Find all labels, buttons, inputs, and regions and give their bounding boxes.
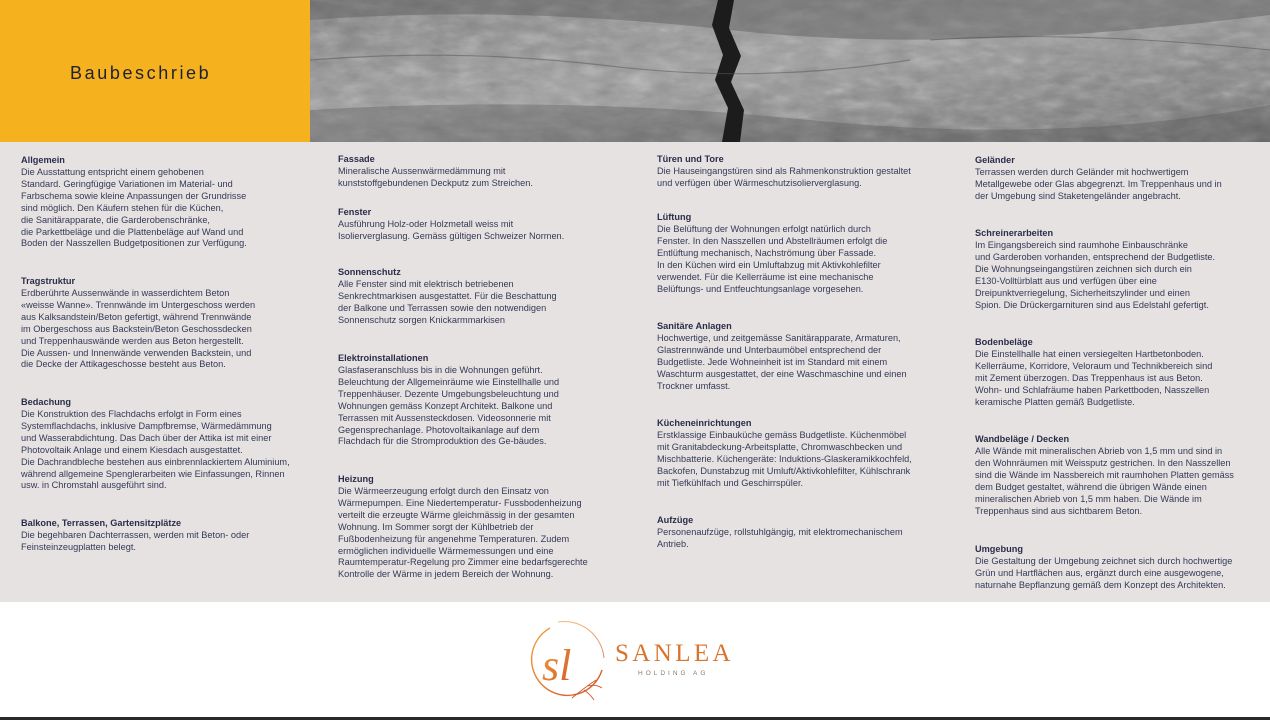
section-bedachung: [21, 396, 321, 492]
section-heading: Geländer: [975, 155, 1015, 165]
section-text: Hochwertige, und zeitgemässe Sanitärapparate, Armaturen, Glastrennwände und Unterbaumöbel entsprechend der Budgetliste. Jede Wohneinheit ist im Standard mit einem Waschturm ausgestattet, der eine Waschmaschine und einen Trockner umfasst.: [657, 333, 907, 391]
section-fassade: [338, 153, 638, 190]
section-text: Die Wärmeerzeugung erfolgt durch den Einsatz von Wärmepumpen. Eine Niedertemperatur- Fussbodenheizung verteilt die erzeugte Wärme gleichmässig in der gesamten Wohnung. Im Sommer sorgt der Kühlbetrieb der Fußbodenheizung für angenehme Temperaturen. Zudem ermöglichen individuelle Wärmemessungen und eine Raumtemperatur-Regelung pro Zimmer eine bedarfsgerechte Kontrolle der Wärme in jedem Bereich der Wohnung.: [338, 486, 588, 580]
section-lueftung: [657, 211, 957, 295]
stone-header-image: [310, 0, 1270, 142]
section-text: Erdberührte Aussenwände in wasserdichtem Beton «weisse Wanne». Trennwände im Untergeschoss werden aus Kalksandstein/Beton gefertigt, während Trennwände im Obergeschoss aus Backstein/Beton Geschossdecken und Treppenhauswände werden aus Beton hergestellt. Die Aussen- und Innenwände verwenden Backstein, und die Decke der Attikageschosse besteht aus Beton.: [21, 288, 256, 370]
section-heading: Türen und Tore: [657, 154, 724, 164]
section-aufzuege: [657, 514, 957, 551]
section-text: Alle Fenster sind mit elektrisch betriebenen Senkrechtmarkisen ausgestattet. Für die Beschattung der Balkone und Terrassen sowie den notwendigen Sonnenschutz sorgen Knickarmmarkisen: [338, 279, 557, 325]
section-text: Erstklassige Einbauküche gemäss Budgetliste. Küchenmöbel mit Granitabdeckung-Arbeitsplatte, Chromwaschbecken und Mischbatterie. Küchengeräte: Induktions-Glaskeramikkochfeld, Backofen, Dunstabzug mit Umluft/Aktivkohlefilter, Kühlschrank mit Tiefkühlfach und Geschirrspüler.: [657, 430, 912, 488]
section-text: Die Belüftung der Wohnungen erfolgt natürlich durch Fenster. In den Nasszellen und Abstellräumen erfolgt die Entlüftung mechanisch, Nachströmung über Fassade. In den Küchen wird ein Umluftabzug mit Aktivkohlefilter verwendet. Für die Kellerräume ist eine mechanische Belüftungs- und Entfeuchtungsanlage vorgesehen.: [657, 224, 888, 294]
section-heading: Fassade: [338, 154, 375, 164]
section-heading: Schreinerarbeiten: [975, 228, 1054, 238]
section-heading: Fenster: [338, 207, 372, 217]
section-text: Mineralische Aussenwärmedämmung mit kunststoffgebundenen Deckputz zum Streichen.: [338, 166, 533, 188]
section-text: Glasfaseranschluss bis in die Wohnungen geführt. Beleuchtung der Allgemeinräume wie Einstellhalle und Treppenhäuser. Dezente Umgebungsbeleuchtung und Wohnungen gemäss Konzept Architekt. Balkone und Terrassen mit Aussensteckdosen. Videosonnerie mit Gegensprechanlage. Photovoltaikanlage auf dem Flachdach für die Stromproduktion des Ge-bäudes.: [338, 365, 560, 447]
section-heading: Wandbeläge / Decken: [975, 434, 1070, 444]
section-text: Die Ausstattung entspricht einem gehobenen Standard. Geringfügige Variationen im Material- und Farbschema sowie kleine Anpassungen der Grundrisse sind möglich. Den Käufern stehen für die Küchen, die Sanitärapparate, die Garderobenschränke, die Parkettbeläge und die Plattenbeläge auf Wand und Boden der Nasszellen Budgetpositionen zur Verfügung.: [21, 167, 247, 249]
section-heading: Elektroinstallationen: [338, 353, 429, 363]
section-fenster: [338, 206, 638, 243]
logo-subtitle: HOLDING AG: [638, 670, 709, 677]
title-block: [0, 0, 310, 142]
section-balkone: [21, 517, 321, 554]
section-heading: Sonnenschutz: [338, 267, 401, 277]
section-sanitaere-anlagen: [657, 320, 957, 393]
section-heading: Bodenbeläge: [975, 337, 1033, 347]
section-text: Alle Wände mit mineralischen Abrieb von 1,5 mm und sind in den Wohnräumen mit Weissputz gestrichen. In den Nasszellen sind die Wände im Nassbereich mit raumhohen Platten gemäss dem Budget gestaltet, während die übrigen Wände einen mineralischen Abrieb von 1,5 mm haben. Die Wände im Treppenhaus sind aus sichtbarem Beton.: [975, 446, 1234, 516]
section-bodenbelaege: [975, 336, 1265, 409]
section-text: Ausführung Holz-oder Holzmetall weiss mit Isolierverglasung. Gemäss gültigen Schweizer Normen.: [338, 219, 565, 241]
section-kuecheneinrichtungen: [657, 417, 957, 490]
section-heizung: [338, 473, 638, 581]
section-heading: Balkone, Terrassen, Gartensitzplätze: [21, 518, 182, 528]
section-text: Die Einstellhalle hat einen versiegelten Hartbetonboden. Kellerräume, Korridore, Veloraum und Technikbereich sind mit Zement überzogen. Das Treppenhaus ist aus Beton. Wohn- und Schlafräume haben Parkettboden, Nasszellen keramische Platten gemäß Budgetliste.: [975, 349, 1213, 407]
section-text: Personenaufzüge, rollstuhlgängig, mit elektromechanischem Antrieb.: [657, 527, 903, 549]
stone-texture-image: [310, 0, 1270, 142]
section-heading: Sanitäre Anlagen: [657, 321, 732, 331]
section-heading: Heizung: [338, 474, 374, 484]
section-text: Die Konstruktion des Flachdachs erfolgt in Form eines Systemflachdachs, inklusive Dampfbremse, Wärmedämmung und Wasserabdichtung. Das Dach über der Attika ist mit einer Photovoltaik Anlage und einem Kiesdach ausgestattet. Die Dachrandbleche bestehen aus einbrennlackiertem Aluminium, während allgemeine Spenglerarbeiten wie Einfassungen, Rinnen usw. in Chromstahl ausgeführt sind.: [21, 409, 290, 491]
section-heading: Tragstruktur: [21, 276, 76, 286]
section-elektroinstallationen: [338, 352, 638, 448]
section-text: Terrassen werden durch Geländer mit hochwertigem Metallgewebe oder Glas abgegrenzt. Im Treppenhaus und in der Umgebung sind Staketengeländer angebracht.: [975, 167, 1222, 201]
section-heading: Allgemein: [21, 155, 65, 165]
section-schreinerarbeiten: [975, 227, 1265, 311]
section-heading: Umgebung: [975, 544, 1023, 554]
section-heading: Bedachung: [21, 397, 72, 407]
section-heading: Aufzüge: [657, 515, 694, 525]
section-heading: Lüftung: [657, 212, 692, 222]
content-panel: [0, 142, 1270, 602]
section-sonnenschutz: [338, 266, 638, 327]
section-allgemein: [21, 154, 321, 250]
page-title: Baubeschrieb: [70, 63, 212, 83]
section-gelaender: [975, 154, 1265, 203]
section-text: Die begehbaren Dachterrassen, werden mit Beton- oder Feinsteinzeugplatten belegt.: [21, 530, 250, 552]
section-text: Die Gestaltung der Umgebung zeichnet sich durch hochwertige Grün und Hartflächen aus, ergänzt durch eine ausgewogene, naturnahe Bepflanzung gemäß dem Konzept des Architekten.: [975, 556, 1233, 590]
section-tragstruktur: [21, 275, 321, 371]
section-text: Die Hauseingangstüren sind als Rahmenkonstruktion gestaltet und verfügen über Wärmeschutzisolierverglasung.: [657, 166, 911, 188]
logo-monogram: sl: [542, 641, 572, 690]
section-wandbelaege: [975, 433, 1265, 517]
logo-name: SANLEA: [615, 640, 735, 667]
section-umgebung: [975, 543, 1265, 592]
section-text: Im Eingangsbereich sind raumhohe Einbauschränke und Garderoben vorhanden, entsprechend der Budgetliste. Die Wohnungseingangstüren zeichnen sich durch ein E130-Volltürblatt aus und verfügen über eine Dreipunktverriegelung, Sicherheitszylinder und einen Spion. Die Drückergarnituren sind aus Edelstahl gefertigt.: [975, 240, 1216, 310]
section-heading: Kücheneinrichtungen: [657, 418, 752, 428]
section-tueren-und-tore: [657, 153, 957, 190]
